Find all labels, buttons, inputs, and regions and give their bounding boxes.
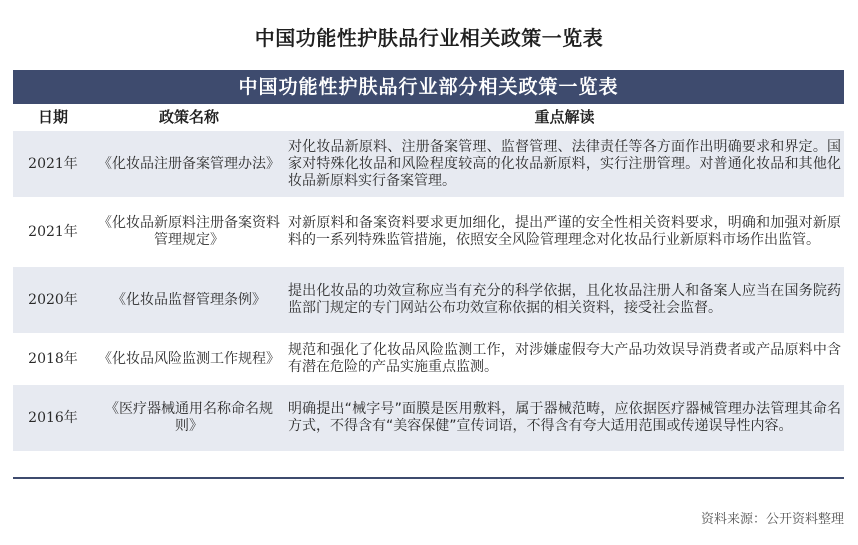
row-key-points: 对新原料和备案资料要求更加细化，提出严谨的安全性相关资料要求，明确和加强对新原料的一系列特殊监管措施，依照安全风险管理理念对化妆品行业新原料市场作出监管。 [285, 198, 844, 266]
table-row [13, 198, 844, 266]
row-policy-name: 《化妆品新原料注册备案资料管理规定》 [93, 198, 285, 266]
bottom-divider [13, 477, 844, 479]
row-key-points: 明确提出“械字号”面膜是医用敷料，属于器械范畴，应依据医疗器械管理办法管理其命名方式，不得含有“美容保健”宣传词语，不得含有夸大适用范围或传递误导性内容。 [285, 384, 844, 451]
row-date: 2016年 [13, 384, 93, 451]
table-banner: 中国功能性护肤品行业部分相关政策一览表 [13, 70, 844, 104]
header-date: 日期 [13, 104, 93, 130]
page-title: 中国功能性护肤品行业相关政策一览表 [254, 26, 604, 50]
row-date: 2021年 [13, 198, 93, 266]
row-policy-name: 《化妆品监督管理条例》 [93, 266, 285, 334]
row-date: 2021年 [13, 130, 93, 198]
table-row [13, 384, 844, 451]
policy-grid [13, 104, 844, 451]
row-policy-name: 《医疗器械通用名称命名规则》 [93, 384, 285, 451]
source-note: 资料来源：公开资料整理 [700, 512, 844, 527]
table-row [13, 334, 844, 384]
row-policy-name: 《化妆品风险监测工作规程》 [93, 334, 285, 384]
row-key-points: 规范和强化了化妆品风险监测工作，对涉嫌虚假夸大产品功效误导消费者或产品原料中含有潜在危险的产品实施重点监测。 [285, 334, 844, 384]
row-policy-name: 《化妆品注册备案管理办法》 [93, 130, 285, 198]
table-row [13, 266, 844, 334]
table-row [13, 130, 844, 198]
row-date: 2020年 [13, 266, 93, 334]
row-key-points: 提出化妆品的功效宣称应当有充分的科学依据，且化妆品注册人和备案人应当在国务院药监部门规定的专门网站公布功效宣称依据的相关资料，接受社会监督。 [285, 266, 844, 334]
header-row [13, 104, 844, 130]
policy-table [13, 70, 844, 451]
row-key-points: 对化妆品新原料、注册备案管理、监督管理、法律责任等各方面作出明确要求和界定。国家对特殊化妆品和风险程度较高的化妆品新原料，实行注册管理。对普通化妆品和其他化妆品新原料实行备案管理。 [285, 130, 844, 198]
header-key-points: 重点解读 [285, 104, 844, 130]
row-date: 2018年 [13, 334, 93, 384]
header-policy-name: 政策名称 [93, 104, 285, 130]
